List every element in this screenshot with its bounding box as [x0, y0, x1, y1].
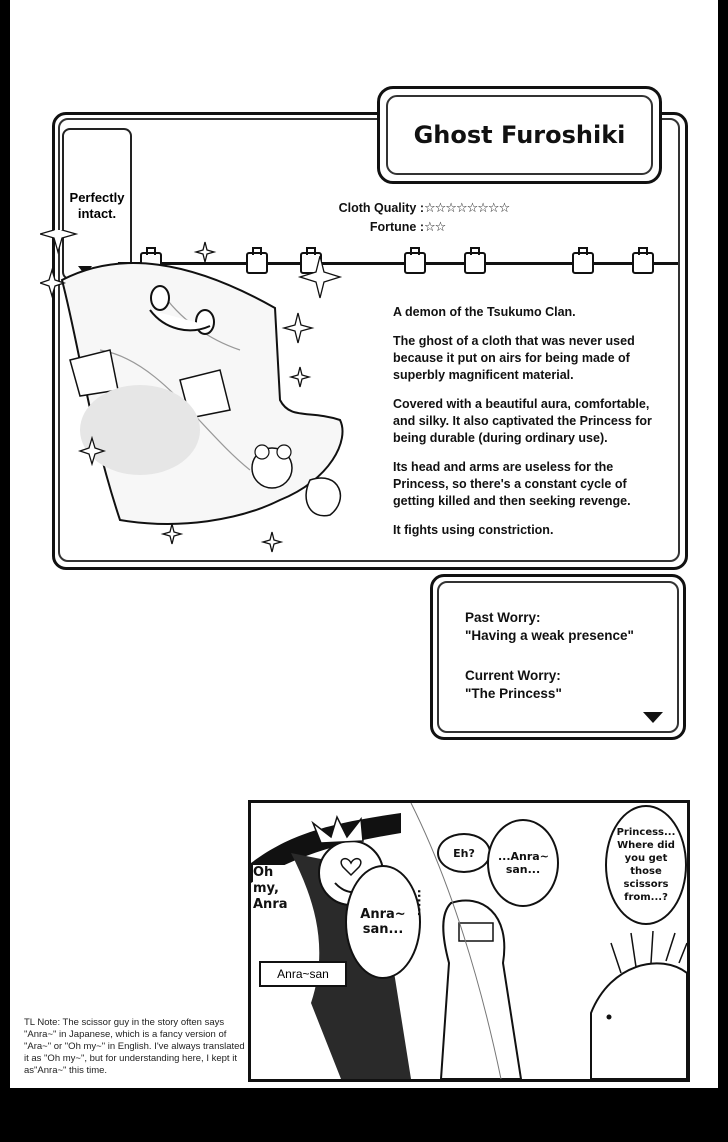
stat-label: Cloth Quality :: [338, 201, 424, 215]
character-title: Ghost Furoshiki: [413, 121, 626, 149]
past-worry-value: "Having a weak presence": [465, 628, 634, 643]
stat-stars: ☆☆: [424, 220, 446, 235]
description-paragraph: The ghost of a cloth that was never used because it put on airs for being made of superbly magnificent material.: [393, 334, 635, 382]
clothespin-icon: [572, 252, 594, 274]
speech-text: Princess... Where did you get those scissors from...?: [616, 827, 676, 903]
clothespin-icon: [632, 252, 654, 274]
speech-bubble-anra-big: [345, 865, 421, 979]
past-worry-label: Past Worry:: [465, 610, 541, 625]
continue-arrow-icon: [643, 712, 663, 723]
stat-stars: ☆☆☆☆☆☆☆☆: [424, 201, 510, 216]
comic-panel: [248, 800, 690, 1082]
translator-note: TL Note: The scissor guy in the story often says "Anra~" in Japanese, which is a fancy version of "Ara~" or "Oh my~" in English. I've always translated it as "Oh my~", but for understanding here, I kept it as"Anra~" this time.: [24, 1017, 245, 1076]
current-worry-value: "The Princess": [465, 686, 562, 701]
speech-text: Eh?: [453, 846, 475, 860]
description-paragraph: Its head and arms are useless for the Princess, so there's a constant cycle of getting killed and then seeking revenge.: [393, 460, 631, 508]
ellipsis-text: ......: [415, 889, 429, 917]
clothespin-icon: [464, 252, 486, 274]
stat-label: Fortune :: [369, 220, 424, 234]
anra-caption-box: Anra~san: [259, 961, 347, 987]
description-paragraph: It fights using constriction.: [393, 523, 554, 537]
oh-my-anra-text: Oh my, Anra: [253, 865, 295, 913]
ghost-furoshiki-illustration: [40, 230, 380, 560]
worry-box: [430, 574, 686, 740]
character-description: [393, 304, 663, 551]
speech-text: ...Anra~ san...: [498, 850, 549, 876]
description-paragraph: Covered with a beautiful aura, comfortable, and silky. It also captivated the Princess for being durable (during ordinary use).: [393, 397, 652, 445]
speech-bubble-princess-question: [605, 805, 687, 925]
description-paragraph: A demon of the Tsukumo Clan.: [393, 305, 576, 319]
speech-bubble-anra-small: [487, 819, 559, 907]
title-box: [377, 86, 662, 184]
speech-bubble-eh: [437, 833, 491, 873]
clothespin-icon: [404, 252, 426, 274]
current-worry-label: Current Worry:: [465, 668, 561, 683]
speech-text: Anra~ san...: [360, 907, 406, 937]
status-text: Perfectly intact.: [69, 190, 125, 221]
